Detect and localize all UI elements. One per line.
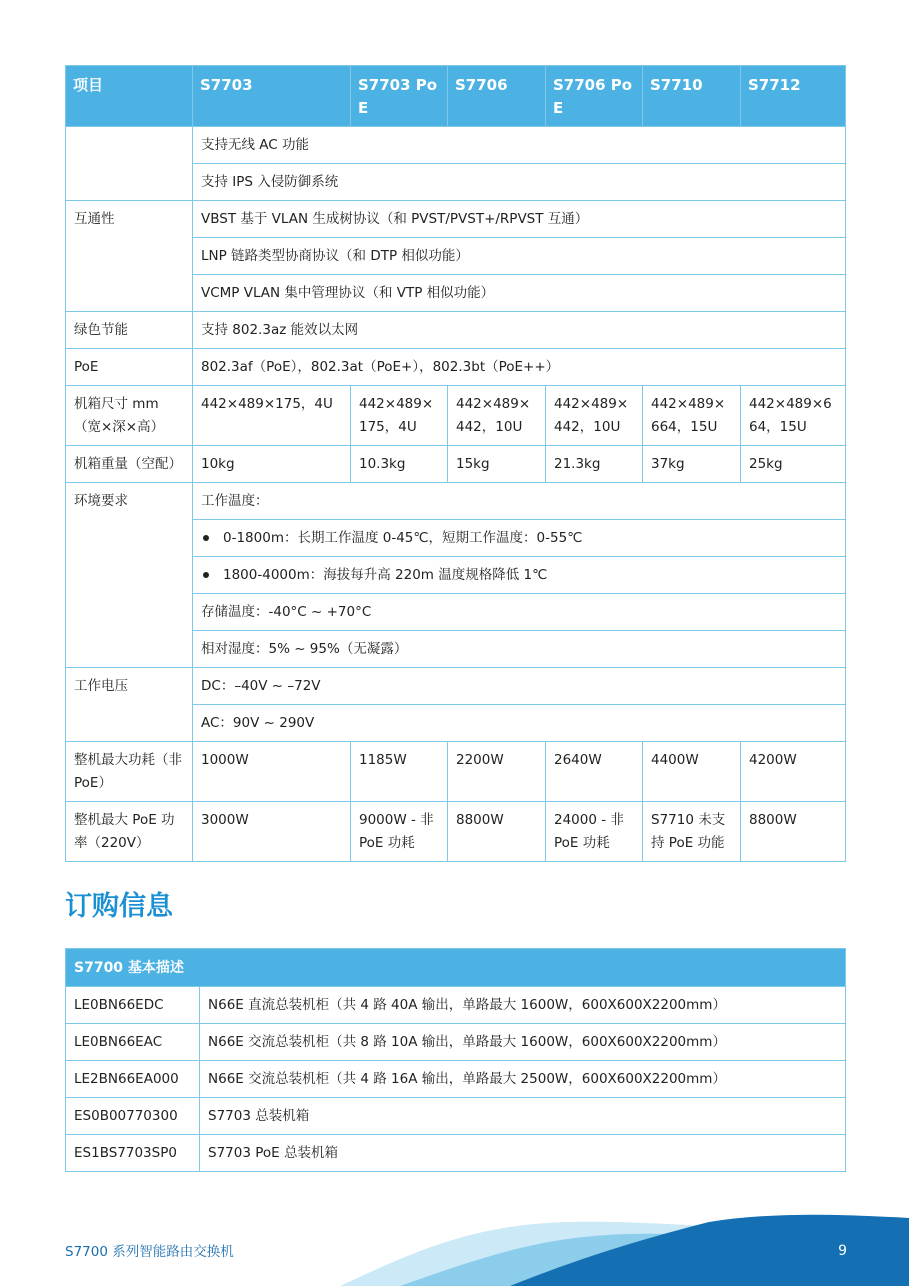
dimensions-s7706: 442×489×442，10U (448, 386, 546, 446)
table-row (66, 668, 846, 705)
max-poe-power-s7706-poe: 24000 - 非 PoE 功耗 (546, 802, 643, 862)
voltage-dc: DC：–40V ~ –72V (193, 668, 846, 705)
voltage-ac: AC：90V ~ 290V (193, 705, 846, 742)
interop-lnp: LNP 链路类型协商协议（和 DTP 相似功能） (193, 238, 846, 275)
green-label: 绿色节能 (66, 312, 193, 349)
page-number: 9 (838, 1243, 847, 1259)
interop-vbst: VBST 基于 VLAN 生成树协议（和 PVST/PVST+/RPVST 互通） (193, 201, 846, 238)
storage-temp: 存储温度：-40°C ~ +70°C (193, 594, 846, 631)
dimensions-label: 机箱尺寸 mm（宽×深×高） (66, 386, 193, 446)
dimensions-s7706-poe: 442×489×442，10U (546, 386, 643, 446)
header-s7703: S7703 (193, 66, 351, 127)
table-row (66, 386, 846, 446)
max-poe-power-label: 整机最大 PoE 功率（220V） (66, 802, 193, 862)
spec-table (65, 65, 846, 862)
max-poe-power-s7710: S7710 未支持 PoE 功能 (643, 802, 741, 862)
order-header-row (66, 949, 846, 987)
list-item: 0-1800m：长期工作温度 0-45℃，短期工作温度：0-55℃ (201, 527, 837, 550)
table-row (66, 349, 846, 386)
header-s7712: S7712 (741, 66, 846, 127)
dimensions-s7703-poe: 442×489×175，4U (351, 386, 448, 446)
green-value: 支持 802.3az 能效以太网 (193, 312, 846, 349)
max-power-s7712: 4200W (741, 742, 846, 802)
dimensions-s7712: 442×489×664，15U (741, 386, 846, 446)
order-table-header: S7700 基本描述 (66, 949, 846, 987)
weight-s7706-poe: 21.3kg (546, 446, 643, 483)
weight-s7703: 10kg (193, 446, 351, 483)
table-row (66, 483, 846, 520)
poe-label: PoE (66, 349, 193, 386)
order-desc: N66E 直流总装机柜（共 4 路 40A 输出，单路最大 1600W，600X600X2200mm） (200, 987, 846, 1024)
footer-product-title: S7700 系列智能路由交换机 (65, 1244, 234, 1260)
table-row (66, 987, 846, 1024)
order-desc: S7703 总装机箱 (200, 1098, 846, 1135)
table-row (66, 1098, 846, 1135)
order-table (65, 948, 846, 1172)
table-row (66, 802, 846, 862)
max-poe-power-s7712: 8800W (741, 802, 846, 862)
interop-label: 互通性 (66, 201, 193, 312)
ips-feature-cell: 支持 IPS 入侵防御系统 (193, 164, 846, 201)
max-power-s7706: 2200W (448, 742, 546, 802)
environment-label: 环境要求 (66, 483, 193, 668)
order-code: LE0BN66EDC (66, 987, 200, 1024)
weight-label: 机箱重量（空配） (66, 446, 193, 483)
voltage-label: 工作电压 (66, 668, 193, 742)
max-power-s7703-poe: 1185W (351, 742, 448, 802)
list-item: 1800-4000m：海拔每升高 220m 温度规格降低 1℃ (201, 564, 837, 587)
humidity: 相对湿度：5% ~ 95%（无凝露） (193, 631, 846, 668)
dimensions-s7703: 442×489×175，4U (193, 386, 351, 446)
order-code: ES0B00770300 (66, 1098, 200, 1135)
table-row (66, 1135, 846, 1172)
table-row (66, 742, 846, 802)
order-section-title: 订购信息 (65, 891, 173, 922)
empty-label-cell (66, 127, 193, 201)
table-row (66, 1024, 846, 1061)
ac-feature-cell: 支持无线 AC 功能 (193, 127, 846, 164)
working-temp-heading: 工作温度： (193, 483, 846, 520)
order-code: ES1BS7703SP0 (66, 1135, 200, 1172)
dimensions-s7710: 442×489×664，15U (643, 386, 741, 446)
header-s7703-poe: S7703 PoE (351, 66, 448, 127)
header-s7706-poe: S7706 PoE (546, 66, 643, 127)
header-item: 项目 (66, 66, 193, 127)
header-s7706: S7706 (448, 66, 546, 127)
order-desc: S7703 PoE 总装机箱 (200, 1135, 846, 1172)
max-poe-power-s7703: 3000W (193, 802, 351, 862)
table-row (66, 127, 846, 164)
order-desc: N66E 交流总装机柜（共 4 路 16A 输出，单路最大 2500W，600X600X2200mm） (200, 1061, 846, 1098)
table-row (66, 1061, 846, 1098)
table-row (66, 201, 846, 238)
order-desc: N66E 交流总装机柜（共 8 路 10A 输出，单路最大 1600W，600X600X2200mm） (200, 1024, 846, 1061)
working-temp-bullet-1 (193, 520, 846, 557)
footer-wave-decoration (340, 1214, 909, 1286)
order-code: LE2BN66EA000 (66, 1061, 200, 1098)
weight-s7706: 15kg (448, 446, 546, 483)
weight-s7710: 37kg (643, 446, 741, 483)
max-power-label: 整机最大功耗（非 PoE） (66, 742, 193, 802)
interop-vcmp: VCMP VLAN 集中管理协议（和 VTP 相似功能） (193, 275, 846, 312)
poe-value: 802.3af（PoE），802.3at（PoE+），802.3bt（PoE++） (193, 349, 846, 386)
max-poe-power-s7703-poe: 9000W - 非 PoE 功耗 (351, 802, 448, 862)
table-row (66, 312, 846, 349)
order-code: LE0BN66EAC (66, 1024, 200, 1061)
max-power-s7710: 4400W (643, 742, 741, 802)
weight-s7712: 25kg (741, 446, 846, 483)
max-poe-power-s7706: 8800W (448, 802, 546, 862)
max-power-s7703: 1000W (193, 742, 351, 802)
working-temp-bullet-2 (193, 557, 846, 594)
spec-header-row (66, 66, 846, 127)
header-s7710: S7710 (643, 66, 741, 127)
max-power-s7706-poe: 2640W (546, 742, 643, 802)
table-row (66, 446, 846, 483)
weight-s7703-poe: 10.3kg (351, 446, 448, 483)
